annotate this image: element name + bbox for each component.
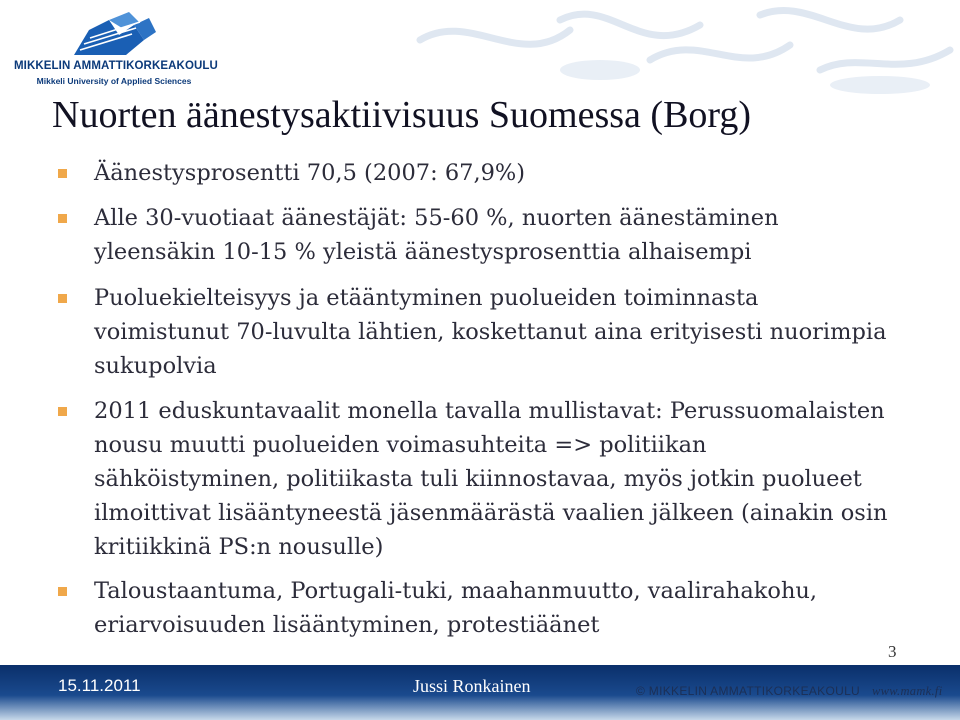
bullet-text: 2011 eduskuntavaalit monella tavalla mullistavat: Perussuomalaisten nousu muutti puolueiden voimasuhteita => politiikan sähköistyminen, politiikasta tuli kiinnostavaa, myös jotkin puolueet ilmoittivat lisääntyneestä jäsenmäärästä vaalien jälkeen (ainakin osin kritiikkinä PS:n nousulle) <box>94 398 888 560</box>
footer-organization-name: © MIKKELIN AMMATTIKORKEAKOULU <box>636 684 861 698</box>
logo-subtitle: Mikkeli University of Applied Sciences <box>36 76 192 86</box>
page-number: 3 <box>888 642 897 661</box>
bullet-text: Äänestysprosentti 70,5 (2007: 67,9%) <box>94 160 526 186</box>
bullet-text: Puoluekielteisyys ja etääntyminen puolueiden toiminnasta voimistunut 70-luvulta lähtien, koskettanut aina erityisesti nuorimpia sukupolvia <box>94 285 887 379</box>
bullet-text: Taloustaantuma, Portugali-tuki, maahanmuutto, vaalirahakohu, eriarvoisuuden lisääntyminen, protestiäänet <box>94 578 818 638</box>
footer-organization <box>636 684 942 699</box>
square-bullet-icon <box>58 214 67 223</box>
square-bullet-icon <box>58 407 67 416</box>
bullet-text: Alle 30-vuotiaat äänestäjät: 55-60 %, nuorten äänestäminen yleensäkin 10-15 % yleistä äänestysprosenttia alhaisempi <box>94 205 779 265</box>
slide-title: Nuorten äänestysaktiivisuus Suomessa (Borg) <box>52 94 752 136</box>
square-bullet-icon <box>58 294 67 303</box>
square-bullet-icon <box>58 587 67 596</box>
wave-logo-icon <box>14 10 214 60</box>
logo-name: MIKKELIN AMMATTIKORKEAKOULU <box>14 60 218 72</box>
footer-website: www.mamk.fi <box>872 684 943 698</box>
square-bullet-icon <box>58 169 67 178</box>
footer-author: Jussi Ronkainen <box>413 676 531 696</box>
footer-date: 15.11.2011 <box>58 676 141 695</box>
